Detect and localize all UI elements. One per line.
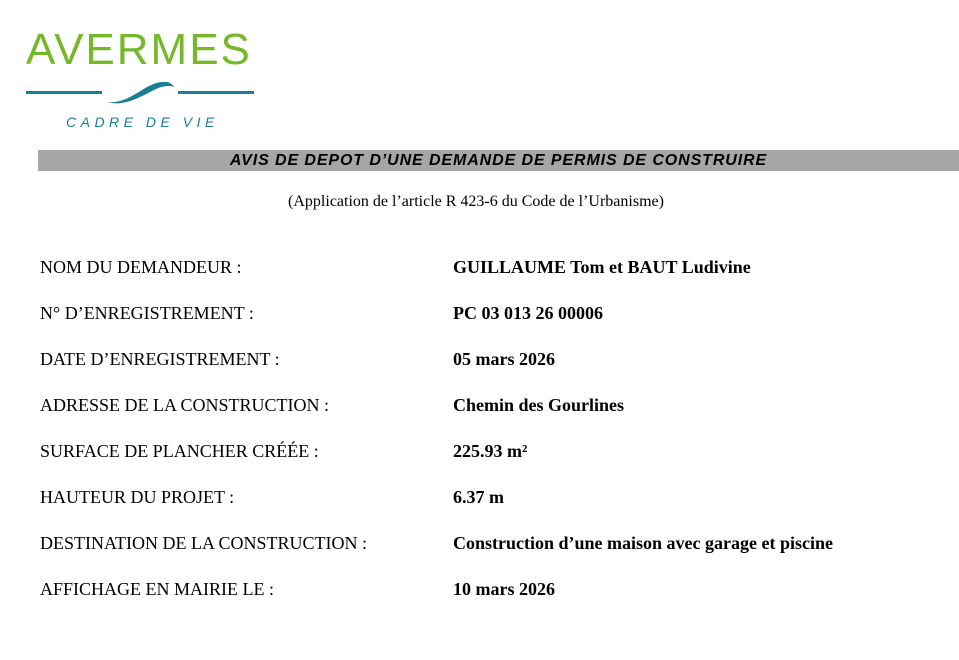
field-row-posting-date [40, 578, 940, 624]
field-row-address [40, 394, 940, 440]
field-row-registration-number [40, 302, 940, 348]
field-value: 10 mars 2026 [453, 579, 555, 599]
wave-icon [24, 76, 256, 106]
notice-title: AVIS DE DEPOT D’UNE DEMANDE DE PERMIS DE CONSTRUIRE [229, 152, 768, 169]
logo-tagline: CADRE DE VIE [66, 114, 219, 130]
field-label: SURFACE DE PLANCHER CRÉÉE : [40, 441, 319, 461]
field-value: 6.37 m [453, 487, 504, 507]
field-label: DATE D’ENREGISTREMENT : [40, 349, 280, 369]
field-row-destination [40, 532, 940, 578]
avermes-logo [24, 26, 256, 136]
field-row-floor-area [40, 440, 940, 486]
field-value: Chemin des Gourlines [453, 395, 625, 415]
field-row-applicant [40, 256, 940, 302]
field-label: DESTINATION DE LA CONSTRUCTION : [40, 533, 367, 553]
permit-details [40, 256, 940, 624]
field-value: 05 mars 2026 [453, 349, 555, 369]
field-row-registration-date [40, 348, 940, 394]
field-label: N° D’ENREGISTREMENT : [40, 303, 254, 323]
field-label: HAUTEUR DU PROJET : [40, 487, 235, 507]
field-row-height [40, 486, 940, 532]
field-label: AFFICHAGE EN MAIRIE LE : [40, 579, 274, 599]
field-value: 225.93 m² [453, 441, 528, 461]
field-value: GUILLAUME Tom et BAUT Ludivine [453, 257, 751, 277]
notice-title-bar [38, 150, 959, 171]
field-label: ADRESSE DE LA CONSTRUCTION : [40, 395, 330, 415]
legal-reference: (Application de l’article R 423-6 du Code de l’Urbanisme) [288, 193, 664, 210]
field-label: NOM DU DEMANDEUR : [40, 257, 242, 277]
field-value: PC 03 013 26 00006 [453, 303, 603, 323]
field-value: Construction d’une maison avec garage et piscine [453, 533, 833, 553]
logo-name: AVERMES [26, 25, 252, 74]
